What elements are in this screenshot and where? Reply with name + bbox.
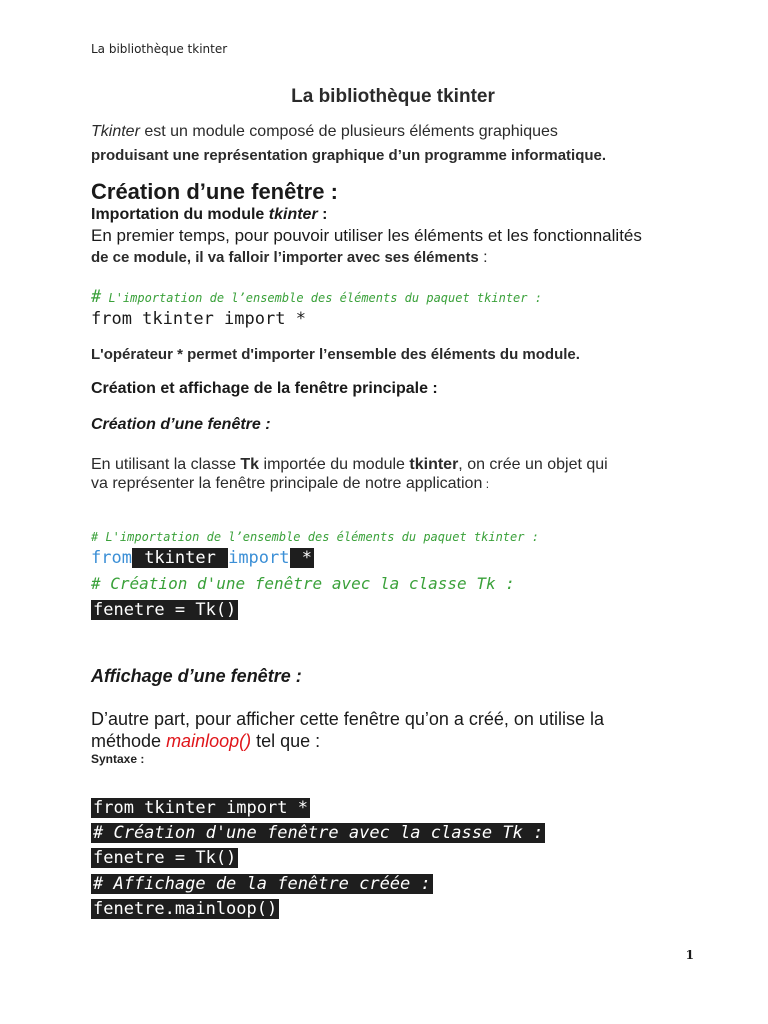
section-heading-creation: Création d’une fenêtre : [91, 179, 338, 204]
code3-line-4-text: # Affichage de la fenêtre créée : [93, 874, 431, 894]
section3-para-line-1: D’autre part, pour afficher cette fenêtre qu’on a créé, on utilise la [91, 709, 604, 729]
section2-para-tkinter: tkinter [409, 456, 459, 473]
code2-comment-creation: # Création d'une fenêtre avec la classe Tk : [91, 574, 515, 593]
code3-line-5 [91, 899, 279, 919]
code3-line-4 [91, 874, 433, 894]
code2-star: * [291, 548, 312, 568]
code3-line-5-text: fenetre.mainloop() [93, 899, 278, 919]
section2-para-line-2 [91, 475, 489, 493]
code3-line-1 [91, 798, 310, 818]
subheading-importation-suffix: : [317, 206, 328, 223]
method-mainloop: mainloop() [166, 731, 252, 751]
section-heading-affichage: Affichage d’une fenêtre : [91, 666, 302, 686]
intro-word-tkinter: Tkinter [91, 123, 140, 140]
page-title: La bibliothèque tkinter [291, 86, 495, 107]
code2-from-line [91, 548, 314, 568]
code2-tkinter: tkinter [133, 548, 227, 568]
section3-para-suffix: tel que : [251, 731, 321, 751]
intro-line-2: produisant une représentation graphique d’un programme informatique. [91, 147, 607, 164]
section2-para-p1: En utilisant la classe [91, 456, 241, 473]
subheading-importation [91, 206, 327, 224]
code3-line-1-text: from tkinter import * [93, 798, 308, 818]
code-comment-import-rest: L'importation de l’ensemble des éléments du paquet tkinter : [101, 291, 542, 305]
section1-para-line-2-text: de ce module, il va falloir l’importer avec ses éléments [91, 249, 479, 266]
section2-para-line-1 [91, 456, 608, 474]
section-heading-creation-affichage: Création et affichage de la fenêtre principale : [91, 380, 438, 397]
section2-para-p2: importée du module [259, 456, 410, 473]
code3-line-3-text: fenetre = Tk() [93, 848, 237, 868]
subheading-creation-fenetre: Création d’une fenêtre : [91, 416, 271, 433]
code3-line-2-text: # Création d'une fenêtre avec la classe Tk : [93, 823, 544, 843]
code2-fenetre-text: fenetre = Tk() [93, 600, 237, 620]
intro-line-1 [91, 123, 558, 141]
section2-para-line-2-text: va représenter la fenêtre principale de notre application [91, 475, 483, 492]
section3-para-line-2 [91, 731, 320, 752]
section2-para-p3: , on crée un objet qui [458, 456, 608, 473]
section1-para-line-2-end: : [478, 249, 488, 266]
section1-para-line-2 [91, 249, 488, 267]
syntaxe-label: Syntaxe : [91, 752, 145, 766]
intro-line-1-rest: est un module composé de plusieurs éléments graphiques [139, 123, 558, 140]
subheading-importation-prefix: Importation du module [91, 206, 269, 223]
section3-para-prefix: méthode [91, 731, 167, 751]
code-comment-import: # L'importation de l’ensemble des éléments du paquet tkinter : [91, 287, 542, 307]
section2-para-tk: Tk [240, 456, 260, 473]
keyword-from: from [91, 548, 132, 568]
section1-para-line-1: En premier temps, pour pouvoir utiliser les éléments et les fonctionnalités [91, 226, 642, 245]
code2-fenetre-line [91, 600, 238, 620]
code3-line-2 [91, 823, 545, 843]
code-from-import: from tkinter import * [91, 309, 306, 329]
code2-comment-import: # L'importation de l’ensemble des éléments du paquet tkinter : [91, 530, 539, 544]
running-header: La bibliothèque tkinter [91, 42, 228, 56]
operator-note: L'opérateur * permet d'importer l’ensemble des éléments du module. [91, 346, 580, 363]
page-number: 1 [685, 948, 694, 962]
code3-line-3 [91, 848, 238, 868]
subheading-importation-module: tkinter [268, 206, 318, 223]
keyword-import: import [228, 548, 290, 568]
section2-para-line-2-end: : [482, 477, 490, 491]
